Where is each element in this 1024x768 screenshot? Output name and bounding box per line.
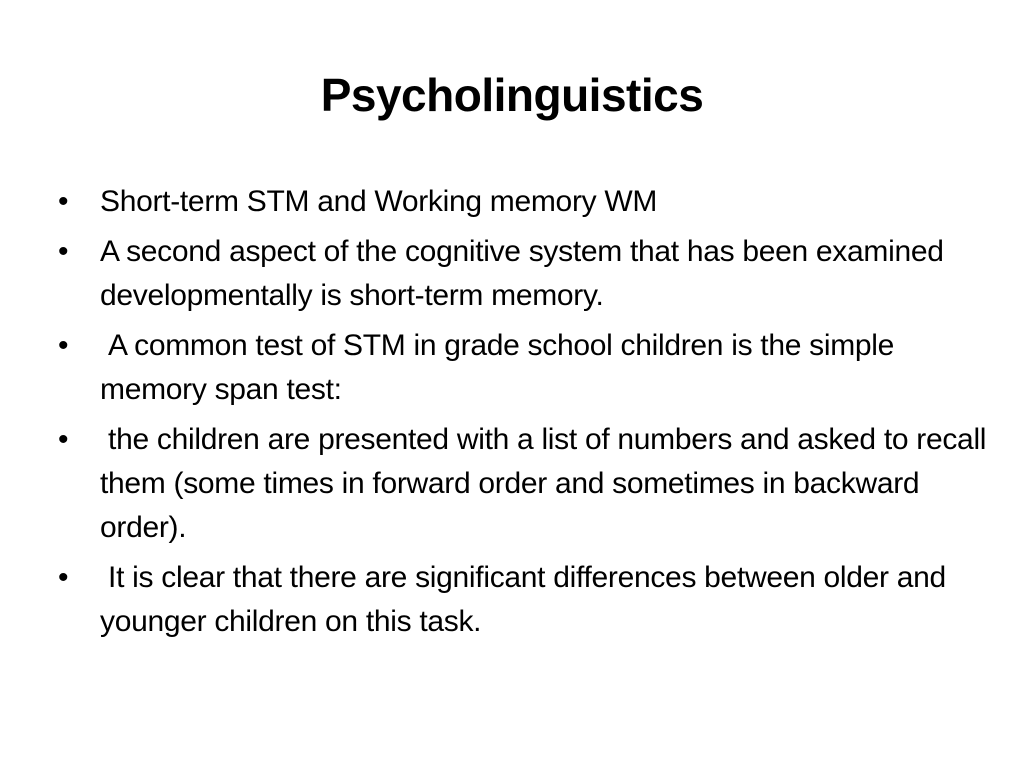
bullet-item xyxy=(58,230,988,318)
bullet-item xyxy=(58,556,988,644)
bullet-item xyxy=(58,180,988,224)
bullet-text: the children are presented with a list of numbers and asked to recall them (some times in forward order and sometimes in backward order). xyxy=(100,423,995,544)
bullet-icon: • xyxy=(58,185,69,218)
bullet-icon: • xyxy=(58,235,69,268)
slide-title: Psycholinguistics xyxy=(320,69,704,121)
bullet-item xyxy=(58,324,988,412)
bullet-item xyxy=(58,418,995,550)
bullet-text: A second aspect of the cognitive system that has been examined developmentally is short-term memory. xyxy=(100,235,952,312)
bullet-list xyxy=(58,180,995,650)
bullet-icon: • xyxy=(58,423,69,456)
bullet-text: It is clear that there are significant differences between older and younger children on this task. xyxy=(100,561,954,638)
bullet-text: Short-term STM and Working memory WM xyxy=(100,185,658,218)
bullet-icon: • xyxy=(58,329,69,362)
bullet-icon: • xyxy=(58,561,69,594)
bullet-text: A common test of STM in grade school children is the simple memory span test: xyxy=(100,329,903,406)
